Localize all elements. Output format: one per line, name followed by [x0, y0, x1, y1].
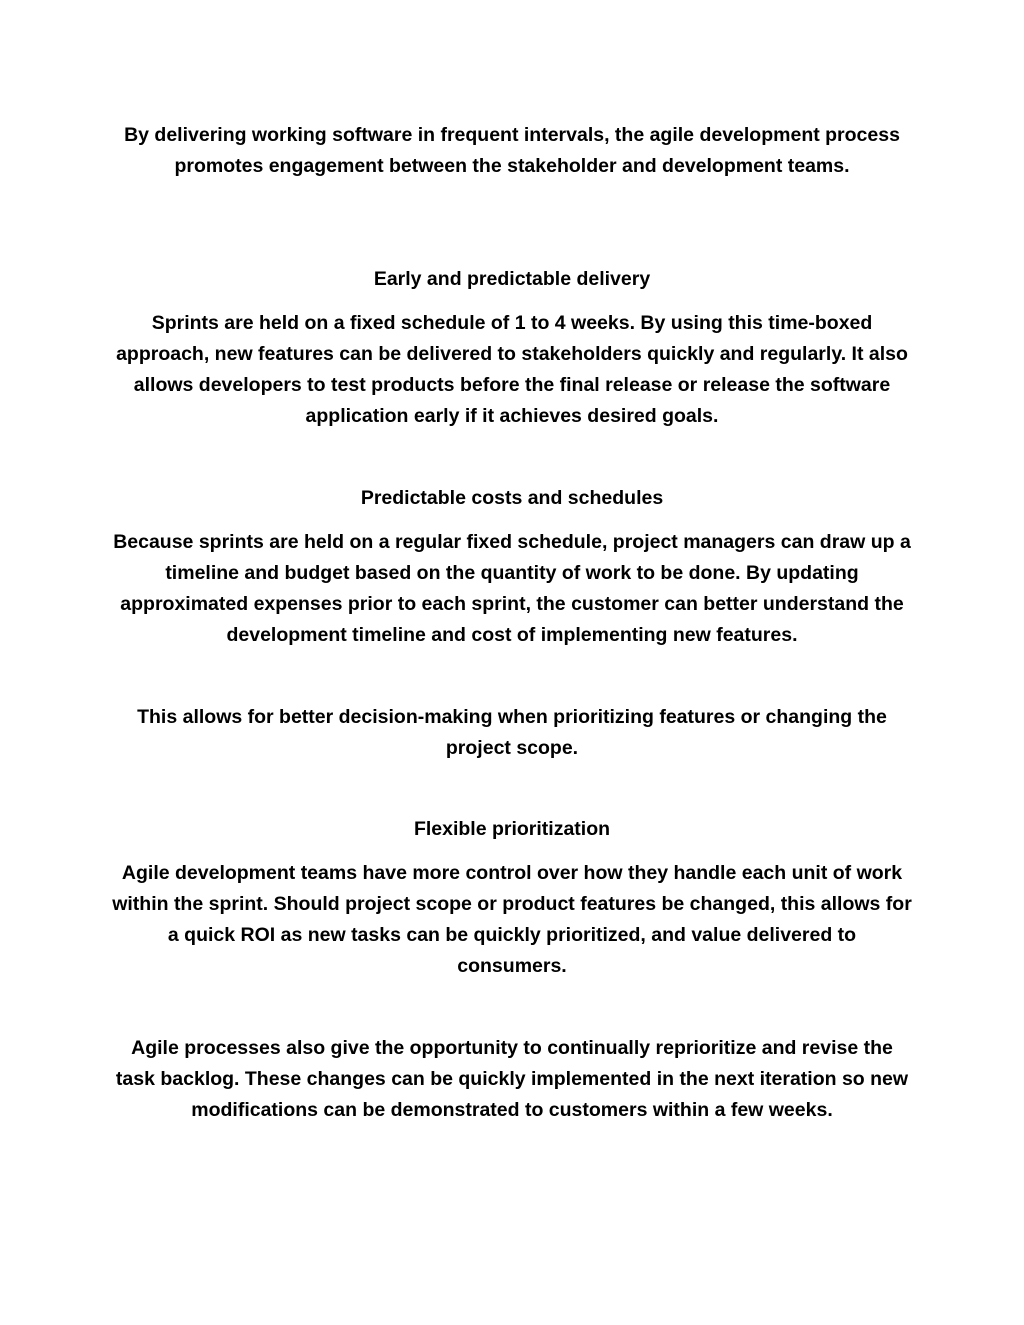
section-paragraph-agile-processes: Agile processes also give the opportunity to continually reprioritize and revise the task backlog. These changes can be quickly implemented in the next iteration so new modifications can be demonstrated to customers within a few weeks. — [115, 1037, 909, 1121]
section-paragraph-predictable-costs: Because sprints are held on a regular fixed schedule, project managers can draw up a timeline and budget based on the quantity of work to be done. By updating approximated expenses prior to each sprint, the customer can better understand the development timeline and cost of implementing new features. — [113, 531, 911, 646]
section-paragraph-early-delivery: Sprints are held on a fixed schedule of 1 to 4 weeks. By using this time-boxed approach, new features can be delivered to stakeholders quickly and regularly. It also allows developers to test products before the final release or release the software application early if it achieves desired goals. — [116, 312, 908, 427]
section-heading-predictable-costs: Predictable costs and schedules — [360, 487, 664, 509]
section-paragraph-flexible-prioritization: Agile development teams have more control over how they handle each unit of work within the sprint. Should project scope or product features be changed, this allows for a quick ROI as new tasks can be quickly prioritized, and value delivered to consumers. — [112, 862, 912, 977]
section-paragraph-decision-making: This allows for better decision-making when prioritizing features or changing the project scope. — [137, 706, 887, 759]
section-heading-flexible-prioritization: Flexible prioritization — [413, 818, 611, 840]
intro-paragraph: By delivering working software in frequent intervals, the agile development process promotes engagement between the stakeholder and development teams. — [124, 124, 900, 177]
section-heading-early-delivery: Early and predictable delivery — [373, 268, 651, 290]
